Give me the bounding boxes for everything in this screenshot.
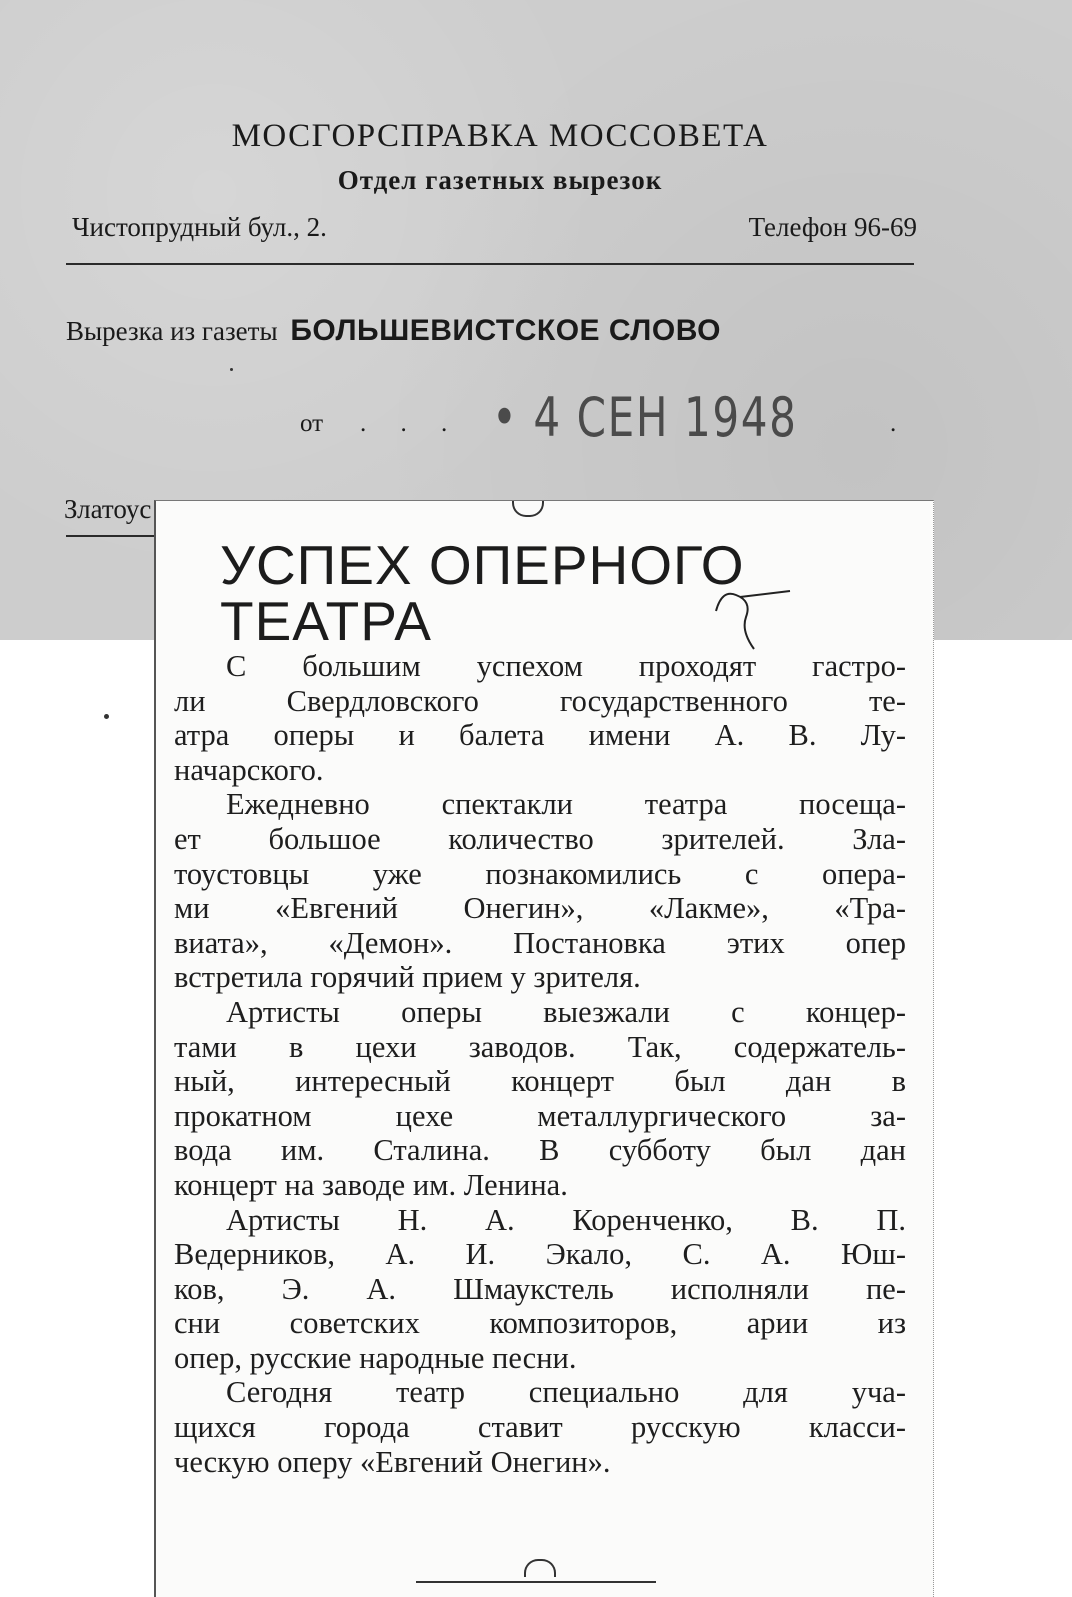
article-line: концерт на заводе им. Ленина. bbox=[174, 1167, 568, 1202]
slip-divider bbox=[66, 263, 914, 265]
newspaper-clipping bbox=[154, 500, 934, 1597]
article-line: Ежедневно спектакли театра посеща- bbox=[226, 787, 906, 822]
clipping-from-label: Вырезка из газеты bbox=[66, 316, 278, 346]
agency-phone: Телефон 96-69 bbox=[748, 212, 917, 242]
article-headline bbox=[220, 534, 745, 652]
article-line: опер, русские народные песни. bbox=[174, 1340, 577, 1375]
department-name: Отдел газетных вырезок bbox=[337, 165, 663, 195]
article-line: атра оперы и балета имени А. В. Лу- bbox=[174, 718, 906, 753]
article-line: начарского. bbox=[174, 752, 324, 787]
article-line: виата», «Демон». Постановка этих опер bbox=[174, 925, 906, 960]
newspaper-name: БОЛЬШЕВИСТСКОЕ СЛОВО bbox=[290, 314, 721, 347]
article-line: тами в цехи заводов. Так, содержатель- bbox=[174, 1029, 906, 1064]
headline-line: УСПЕХ ОПЕРНОГО bbox=[220, 534, 745, 596]
ink-speck bbox=[104, 714, 109, 719]
bottom-ornament bbox=[524, 1559, 556, 1577]
article-line: ет большое количество зрителей. Зла- bbox=[174, 821, 906, 856]
date-label: от bbox=[300, 410, 324, 437]
city-field: Златоус bbox=[64, 494, 152, 524]
article-line: Сегодня театр специально для уча- bbox=[226, 1375, 906, 1410]
top-ornament bbox=[512, 501, 544, 517]
clipping-source-line bbox=[66, 314, 721, 348]
date-leader-dots: . . . bbox=[360, 410, 462, 437]
date-leader-dot-end: . bbox=[890, 410, 897, 437]
article-line: Ведерников, А. И. Экало, С. А. Юш- bbox=[174, 1237, 906, 1272]
article-line: ми «Евгений Онегин», «Лакме», «Тра- bbox=[174, 891, 906, 926]
article-line: щихся города ставит русскую класси- bbox=[174, 1410, 906, 1445]
article-line: прокатном цехе металлургического за- bbox=[174, 1098, 906, 1133]
article-line: вода им. Сталина. В субботу был дан bbox=[174, 1133, 906, 1168]
article-line: тоустовцы уже познакомились с опера- bbox=[174, 856, 906, 891]
date-stamp: • 4 СЕН 1948 bbox=[492, 386, 798, 449]
agency-address: Чистопрудный бул., 2. bbox=[72, 212, 327, 242]
article-body bbox=[174, 649, 906, 1479]
article-line: ков, Э. А. Шмаукстель исполняли пе- bbox=[174, 1271, 906, 1306]
article-line: С большим успехом проходят гастро- bbox=[226, 649, 906, 683]
headline-line: ТЕАТРА bbox=[220, 590, 432, 652]
article-line: ный, интересный концерт был дан в bbox=[174, 1064, 906, 1099]
article-line: встретила горячий прием у зрителя. bbox=[174, 960, 641, 995]
ink-speck bbox=[230, 368, 233, 371]
article-line: ли Свердловского государственного те- bbox=[174, 683, 906, 718]
agency-name: МОСГОРСПРАВКА МОССОВЕТА bbox=[231, 118, 769, 154]
bottom-rule bbox=[416, 1581, 656, 1583]
article-line: ческую оперу «Евгений Онегин». bbox=[174, 1444, 611, 1479]
article-line: сни советских композиторов, арии из bbox=[174, 1306, 906, 1341]
article-line: Артисты Н. А. Коренченко, В. П. bbox=[226, 1202, 906, 1237]
article-line: Артисты оперы выезжали с концер- bbox=[226, 994, 906, 1029]
